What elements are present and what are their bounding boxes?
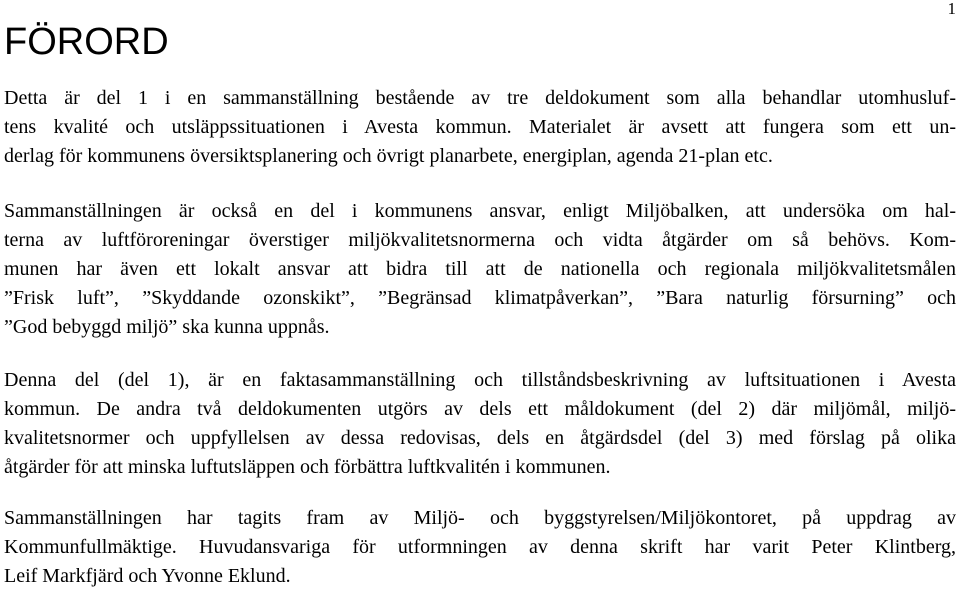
text-line: ”Frisk luft”, ”Skyddande ozonskikt”, ”Begränsad klimatpåverkan”, ”Bara naturlig försurning” och xyxy=(4,287,956,309)
text-line: tens kvalité och utsläppssituationen i Avesta kommun. Materialet är avsett att fungera som ett un- xyxy=(4,116,956,138)
text-line: munen har även ett lokalt ansvar att bidra till att de nationella och regionala miljökvalitetsmålen xyxy=(4,258,956,280)
text-line: Sammanställningen har tagits fram av Miljö- och byggstyrelsen/Miljökontoret, på uppdrag av xyxy=(4,507,956,529)
paragraph-part-description xyxy=(4,366,956,482)
text-line: Kommunfullmäktige. Huvudansvariga för utformningen av denna skrift har varit Peter Klintberg, xyxy=(4,536,956,558)
text-line: derlag för kommunens översiktsplanering och övrigt planarbete, energiplan, agenda 21-plan etc. xyxy=(4,145,773,167)
text-line: terna av luftföroreningar överstiger miljökvalitetsnormerna och vidta åtgärder om så behövs. Kom- xyxy=(4,229,956,251)
text-line: Leif Markfjärd och Yvonne Eklund. xyxy=(4,565,291,587)
text-line: kvalitetsnormer och uppfyllelsen av dessa redovisas, dels en åtgärdsdel (del 3) med förslag på olika xyxy=(4,427,956,449)
text-line: Sammanställningen är också en del i kommunens ansvar, enligt Miljöbalken, att undersöka om hal- xyxy=(4,200,956,222)
page-title: FÖRORD xyxy=(4,21,169,63)
page-number: 1 xyxy=(947,0,956,18)
text-line: Detta är del 1 i en sammanställning bestående av tre deldokument som alla behandlar utomhusluf- xyxy=(4,87,956,109)
text-line: ”God bebyggd miljö” ska kunna uppnås. xyxy=(4,316,330,338)
text-line: kommun. De andra två deldokumenten utgörs av dels ett måldokument (del 2) där miljömål, miljö- xyxy=(4,398,956,420)
text-line: Denna del (del 1), är en faktasammanställning och tillståndsbeskrivning av luftsituationen i Avesta xyxy=(4,369,956,391)
text-line: åtgärder för att minska luftutsläppen och förbättra luftkvalitén i kommunen. xyxy=(4,456,611,478)
paragraph-responsibility xyxy=(4,197,956,342)
paragraph-intro xyxy=(4,84,956,171)
paragraph-credits xyxy=(4,504,956,591)
